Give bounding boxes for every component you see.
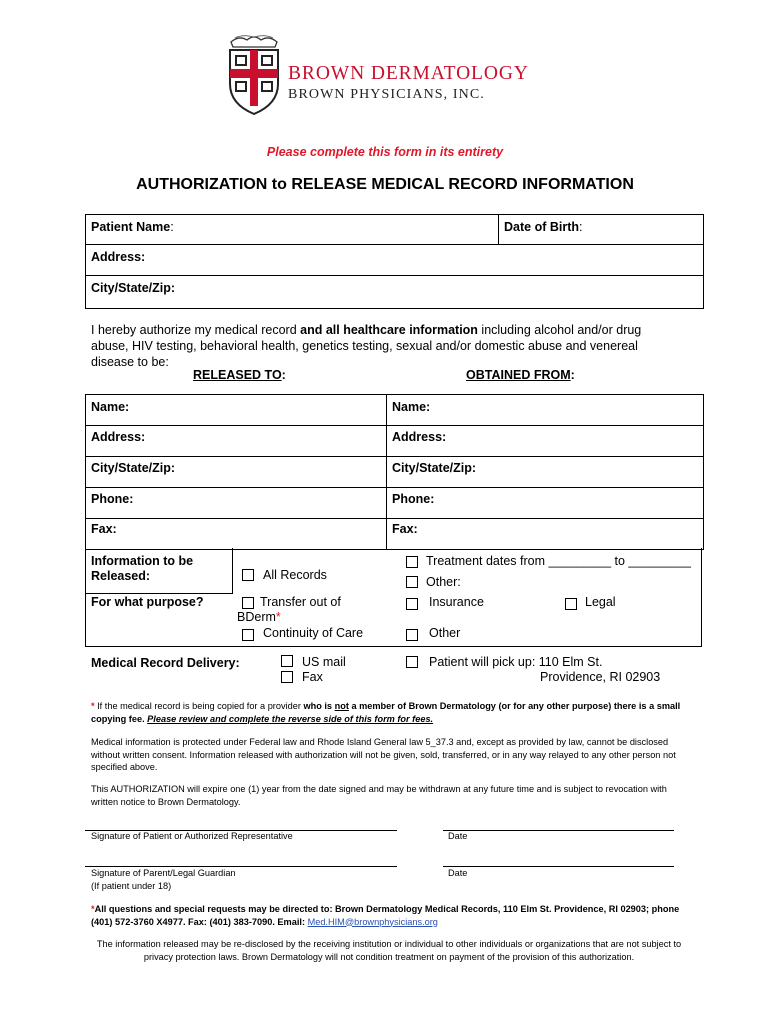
brown-logo — [225, 34, 565, 118]
released-to-heading: RELEASED TO: — [193, 368, 286, 382]
pickup-label: Patient will pick up: 110 Elm St. Providence, RI 02903 — [429, 655, 661, 684]
brand-name: BROWN DERMATOLOGY — [288, 63, 529, 84]
fax-delivery-label: Fax — [302, 670, 323, 684]
obtained-fax-field[interactable]: Fax: — [392, 522, 418, 536]
instruction-text: Please complete this form in its entirety — [266, 145, 504, 159]
released-city-field[interactable]: City/State/Zip: — [91, 461, 176, 475]
all-records-label: All Records — [263, 568, 327, 582]
date-label-2: Date — [448, 868, 468, 878]
released-fax-field[interactable]: Fax: — [91, 522, 117, 536]
purpose-label: For what purpose? — [91, 595, 204, 609]
expiration-note: This AUTHORIZATION will expire one (1) year from the date signed and may be withdrawn at any future time and is subject to revocation with written notice to Brown Dermatology. — [91, 784, 667, 807]
other-purpose-label: Other — [429, 626, 461, 640]
released-phone-field[interactable]: Phone: — [91, 492, 134, 506]
brown-shield-icon — [225, 34, 283, 118]
legal-label: Legal — [585, 595, 616, 609]
legal-checkbox[interactable] — [565, 598, 577, 610]
parties-table — [85, 394, 704, 550]
patient-info-box — [85, 214, 704, 309]
guardian-signature-label: Signature of Parent/Legal Guardian (If patient under 18) — [91, 868, 236, 891]
other-info-checkbox[interactable] — [406, 576, 418, 588]
obtained-address-field[interactable]: Address: — [392, 430, 447, 444]
email-link[interactable]: Med.HIM@brownphysicians.org — [307, 916, 438, 927]
fax-delivery-checkbox[interactable] — [281, 671, 293, 683]
insurance-label: Insurance — [429, 595, 484, 609]
dob-label: Date of Birth — [504, 220, 579, 234]
pickup-checkbox[interactable] — [406, 656, 418, 668]
date-line-2[interactable] — [443, 866, 674, 867]
treatment-dates-checkbox[interactable] — [406, 556, 418, 568]
us-mail-label: US mail — [302, 655, 346, 669]
redisclosure-note: The information released may be re-disclosed by the receiving institution or individual to other individuals or organizations that are not subject to privacy protection laws. Brown Dermatology will not condition treatment on payment of the provision of this authorization. — [96, 939, 682, 962]
questions-note: *All questions and special requests may be directed to: Brown Dermatology Medical Records, 110 Elm St. Providence, RI 02903; phone (401) 572-3760 X4977. Fax: (401) 383-7090. Email: Med.HIM@brownphysicians.org — [91, 904, 680, 927]
other-purpose-checkbox[interactable] — [406, 629, 418, 641]
released-name-field[interactable]: Name: — [91, 400, 130, 414]
obtained-from-heading: OBTAINED FROM: — [466, 368, 575, 382]
continuity-checkbox[interactable] — [242, 629, 254, 641]
date-line-1[interactable] — [443, 830, 674, 831]
page-title: AUTHORIZATION to RELEASE MEDICAL RECORD INFORMATION — [136, 176, 634, 193]
treatment-dates-label: Treatment dates from _________ to _________ — [426, 554, 692, 568]
continuity-label: Continuity of Care — [263, 626, 364, 640]
obtained-city-field[interactable]: City/State/Zip: — [392, 461, 477, 475]
patient-address-field[interactable]: Address: — [91, 250, 146, 264]
copying-fee-note: * If the medical record is being copied for a provider who is not a member of Brown Dermatology (or for any other purpose) there is a small copying fee. Please review and complete the reverse side of this form for fees. — [91, 701, 681, 724]
authorization-paragraph: I hereby authorize my medical record and all healthcare information including alcohol and/or drug abuse, HIV testing, behavioral health, genetics testing, sexual and/or domestic abuse and venereal disease to be: — [91, 323, 642, 369]
patient-signature-label: Signature of Patient or Authorized Representative — [91, 831, 293, 841]
released-address-field[interactable]: Address: — [91, 430, 146, 444]
brand-subtitle: BROWN PHYSICIANS, INC. — [288, 87, 485, 102]
info-released-label: Information to be Released: — [91, 554, 194, 583]
patient-city-field[interactable]: City/State/Zip: — [91, 281, 176, 295]
other-info-label: Other: — [426, 575, 461, 589]
obtained-phone-field[interactable]: Phone: — [392, 492, 435, 506]
patient-name-label: Patient Name — [91, 220, 171, 234]
us-mail-checkbox[interactable] — [281, 655, 293, 667]
insurance-checkbox[interactable] — [406, 598, 418, 610]
all-records-checkbox[interactable] — [242, 569, 254, 581]
date-label-1: Date — [448, 831, 468, 841]
obtained-name-field[interactable]: Name: — [392, 400, 431, 414]
protected-info-note: Medical information is protected under Federal law and Rhode Island General law 5_37.3 and, except as provided by law, cannot be disclosed without written consent. Information released with authorization will not be given, sold, transferred, or in any way relayed to any other person not specified above. — [91, 737, 676, 772]
transfer-label: Transfer out of BDerm* — [237, 595, 341, 624]
patient-name-field[interactable]: Patient Name: — [91, 220, 174, 234]
date-of-birth-field[interactable]: Date of Birth: — [504, 220, 583, 234]
delivery-label: Medical Record Delivery: — [91, 656, 240, 670]
